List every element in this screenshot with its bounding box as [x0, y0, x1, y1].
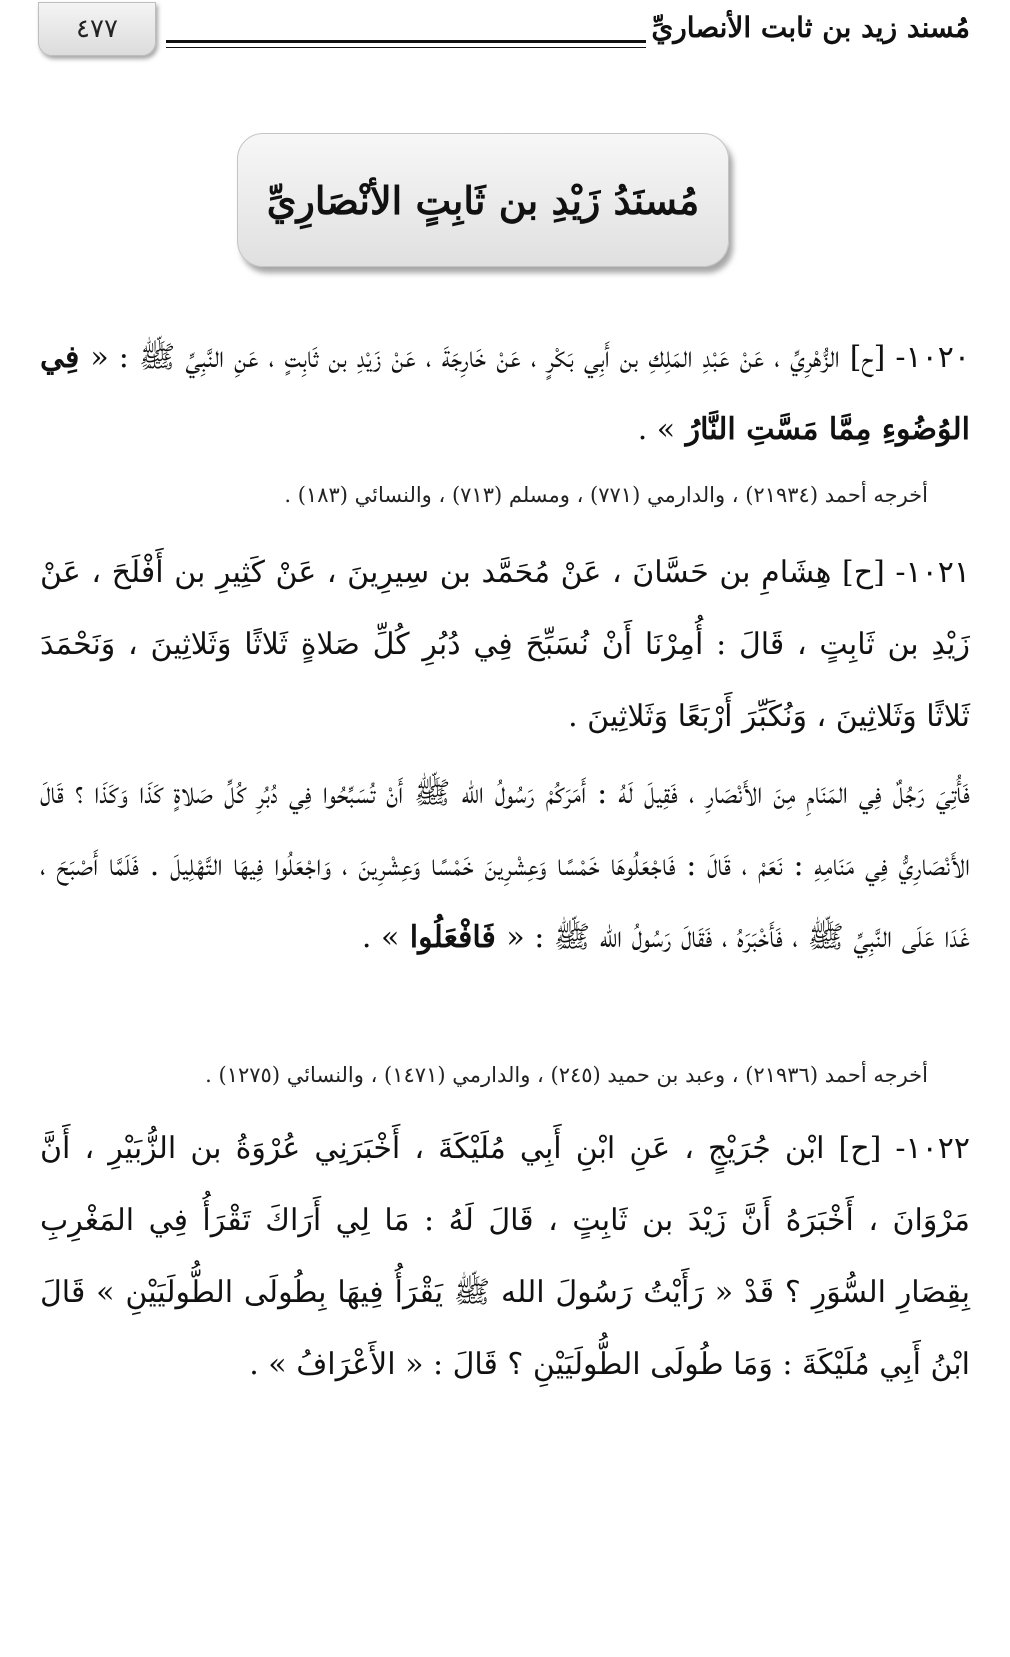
hadith-1020 [40, 322, 970, 466]
hadith-text: - [ح] الزُّهْرِيِّ ، عَنْ عَبْدِ المَلِكِ بن أَبِي بَكْرٍ ، عَنْ خَارِجَةَ ، عَنْ زَيْدِ بن ثَابِتٍ ، عَنِ النَّبِيِّ ﷺ : « [90, 340, 906, 375]
page-number: ٤٧٧ [38, 2, 156, 56]
chapter-title-box [237, 133, 729, 267]
hadith-quote: فِي الوُضُوءِ مِمَّا مَسَّتِ النَّارُ [40, 340, 970, 447]
running-title: مُسند زيد بن ثابت الأنصاريِّ [651, 11, 970, 44]
hadith-1020-reference: أخرجه أحمد (٢١٩٣٤) ، والدارمي (٧٧١) ، ومسلم (٧١٣) ، والنسائي (١٨٣) . [284, 483, 928, 507]
header-rule-thin [166, 47, 646, 48]
hadith-1022 [40, 1113, 970, 1401]
hadith-number: ١٠٢٠ [905, 340, 970, 375]
hadith-number: ١٠٢١ [905, 555, 970, 590]
hadith-1021 [40, 537, 970, 753]
hadith-continuation-text: فَأُتِيَ رَجُلٌ فِي المَنَامِ مِنَ الأَنْصَارِ ، فَقِيلَ لَهُ : أَمَرَكُمْ رَسُولُ الله ﷺ أَنْ تُسَبِّحُوا فِي دُبُرِ كُلِّ صَلاةٍ كَذَا وَكَذَا ؟ قَالَ الأَنْصَارِيُّ فِي مَنَامِهِ : نَعَمْ ، قَالَ : فَاجْعَلُوهَا خَمْسًا وَعِشْرِينَ خَمْسًا وَعِشْرِينَ ، وَاجْعَلُوا فِيهَا التَّهْلِيلَ . فَلَمَّا أَصْبَحَ ، غَدَا عَلَى النَّبِيِّ ﷺ ، فَأَخْبَرَهُ ، فَقَالَ رَسُولُ الله ﷺ : « [40, 776, 970, 955]
hadith-quote-close: » . [361, 920, 400, 955]
hadith-quote: فَافْعَلُوا [399, 920, 507, 955]
hadith-quote-close: » . [637, 412, 676, 447]
hadith-text: - [ح] هِشَامِ بن حَسَّانَ ، عَنْ مُحَمَّد بن سِيرِينَ ، عَنْ كَثِيرِ بن أَفْلَحَ ، عَنْ زَيْدِ بن ثَابِتٍ ، قَالَ : أُمِرْنَا أَنْ نُسَبِّحَ فِي دُبُرِ كُلِّ صَلاةٍ ثَلاثًا وَثَلاثِينَ ، وَنَحْمَدَ ثَلاثًا وَثَلاثِينَ ، وَنُكَبِّرَ أَرْبَعًا وَثَلاثِينَ . [40, 555, 970, 734]
hadith-text: - [ح] ابْن جُرَيْجٍ ، عَنِ ابْنِ أَبِي مُلَيْكَةَ ، أَخْبَرَنِي عُرْوَةُ بن الزُّبَيْرِ ، أَنَّ مَرْوَانَ ، أَخْبَرَهُ أَنَّ زَيْدَ بن ثَابِتٍ ، قَالَ لَهُ : مَا لِي أَرَاكَ تَقْرَأُ فِي المَغْرِبِ بِقِصَارِ السُّوَرِ ؟ قَدْ « رَأَيْتُ رَسُولَ الله ﷺ يَقْرَأُ فِيهَا بِطُولَى الطُّولَيَيْنِ » قَالَ ابْنُ أَبِي مُلَيْكَةَ : وَمَا طُولَى الطُّولَيَيْنِ ؟ قَالَ : « الأَعْرَافُ » . [40, 1131, 970, 1382]
chapter-title: مُسنَدُ زَيْدِ بن ثَابِتٍ الأنْصَارِيِّ [266, 177, 700, 223]
header-rule [166, 40, 646, 43]
hadith-1021-reference: أخرجه أحمد (٢١٩٣٦) ، وعبد بن حميد (٢٤٥) ، والدارمي (١٤٧١) ، والنسائي (١٢٧٥) . [205, 1063, 928, 1087]
hadith-1021-continuation [40, 758, 970, 974]
hadith-number: ١٠٢٢ [905, 1131, 970, 1166]
